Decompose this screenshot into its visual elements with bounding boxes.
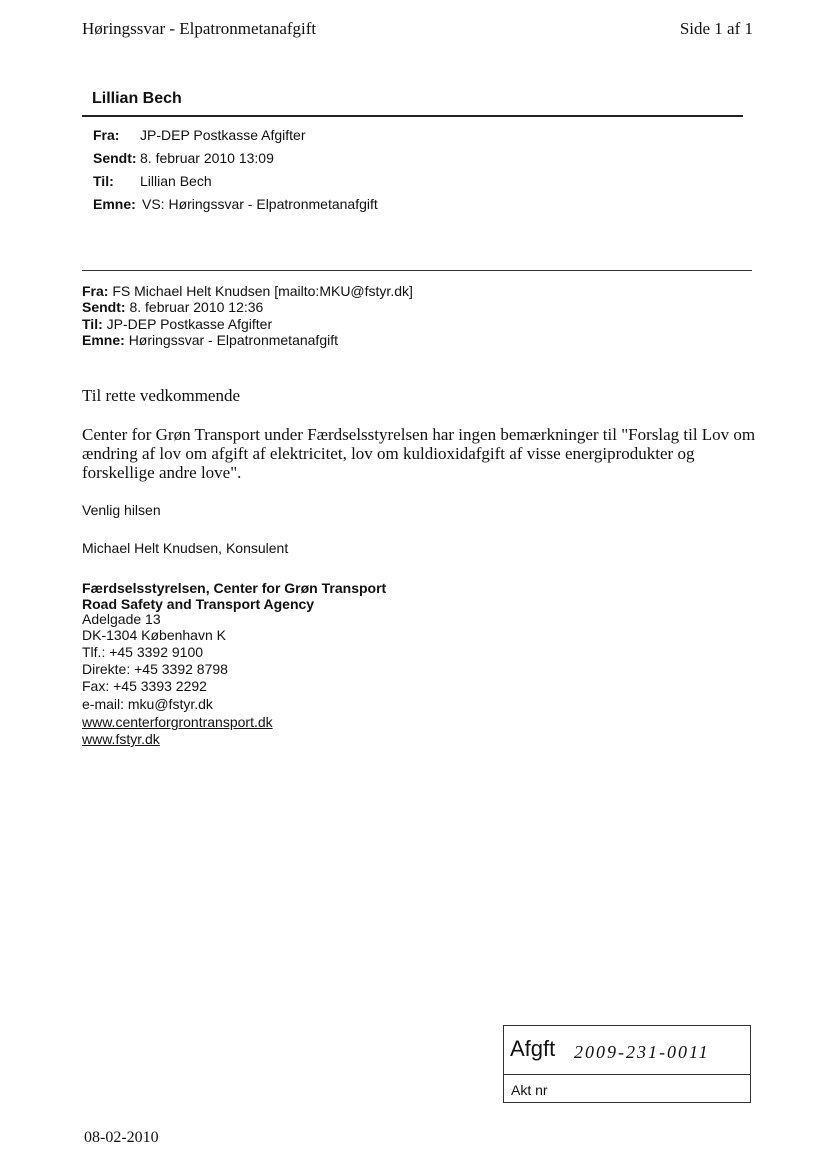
signature-direct-phone: Direkte: +45 3392 8798 [82, 661, 228, 677]
inner-from-label: Fra: [82, 283, 109, 299]
forward-rule [82, 270, 752, 271]
outer-from-row [93, 127, 305, 143]
signature-fax: Fax: +45 3393 2292 [82, 678, 207, 694]
inner-to-value: JP-DEP Postkasse Afgifter [106, 316, 273, 332]
greeting: Til rette vedkommende [82, 386, 241, 405]
inner-subject-label: Emne: [82, 332, 125, 348]
header-rule [82, 115, 743, 117]
stamp-akt-label: Akt nr [511, 1082, 548, 1098]
inner-sent-value: 8. februar 2010 12:36 [129, 299, 264, 315]
website-link-cgt[interactable]: www.centerforgrontransport.dk [82, 714, 273, 730]
inner-from-value: FS Michael Helt Knudsen [mailto:MKU@fstyr.dk] [112, 283, 413, 299]
document-header-title: Høringssvar - Elpatronmetanafgift [82, 19, 317, 38]
outer-from-label: Fra: [93, 127, 120, 143]
mailbox-owner-name: Lillian Bech [92, 90, 182, 107]
archive-stamp [503, 1025, 751, 1103]
inner-subject-row [82, 332, 338, 348]
outer-to-label: Til: [93, 173, 114, 189]
stamp-handwritten-number: 2009-231-0011 [574, 1042, 710, 1062]
outer-subject-label: Emne: [93, 196, 136, 212]
inner-sent-label: Sendt: [82, 299, 126, 315]
stamp-label: Afgft [510, 1036, 556, 1061]
outer-to-row [93, 173, 212, 189]
inner-to-label: Til: [82, 316, 103, 332]
outer-sent-label: Sendt: [93, 150, 137, 166]
sender-name: Michael Helt Knudsen, Konsulent [82, 540, 289, 556]
inner-from-row [82, 283, 413, 299]
stamp-top-cell [504, 1026, 750, 1075]
inner-sent-row [82, 299, 263, 315]
signature-org-english: Road Safety and Transport Agency [82, 596, 315, 612]
website-link-fstyr[interactable]: www.fstyr.dk [82, 731, 160, 747]
outer-from-value: JP-DEP Postkasse Afgifter [140, 127, 306, 143]
outer-sent-row [93, 150, 274, 166]
signature-phone: Tlf.: +45 3392 9100 [82, 644, 204, 660]
signature-city: DK-1304 København K [82, 627, 226, 643]
body-paragraph: Center for Grøn Transport under Færdselsstyrelsen har ingen bemærkninger til "Forslag til Lov om ændring af lov om afgift af elektricitet, lov om kuldioxidafgift af visse energiprodukter og forskellige andre love". [82, 425, 756, 482]
inner-to-row [82, 316, 272, 332]
signature-email: e-mail: mku@fstyr.dk [82, 696, 213, 712]
outer-subject-row [93, 196, 378, 212]
signature-street: Adelgade 13 [82, 611, 161, 627]
closing: Venlig hilsen [82, 502, 161, 518]
page-number: Side 1 af 1 [679, 19, 753, 38]
outer-subject-value: VS: Høringssvar - Elpatronmetanafgift [142, 196, 378, 212]
outer-to-value: Lillian Bech [140, 173, 212, 189]
inner-subject-value: Høringssvar - Elpatronmetanafgift [128, 332, 338, 348]
footer-date: 08-02-2010 [84, 1129, 159, 1146]
signature-org: Færdselsstyrelsen, Center for Grøn Transport [82, 580, 387, 596]
outer-sent-value: 8. februar 2010 13:09 [140, 150, 274, 166]
